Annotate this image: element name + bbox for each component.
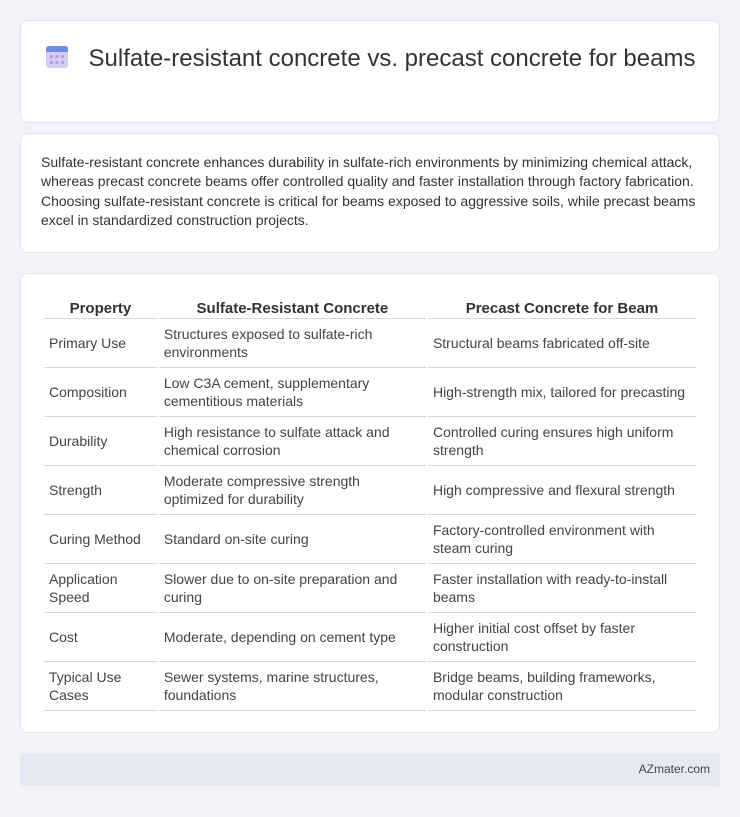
- comparison-card: [20, 273, 720, 733]
- table-row: [44, 417, 696, 466]
- table-row: [44, 564, 696, 613]
- comparison-table: [42, 296, 698, 711]
- table-row: [44, 662, 696, 711]
- precast-cell: High compressive and flexural strength: [428, 466, 696, 515]
- table-row: [44, 613, 696, 662]
- sulfate-resistant-cell: Structures exposed to sulfate-rich environments: [159, 319, 426, 368]
- precast-cell: Controlled curing ensures high uniform strength: [428, 417, 696, 466]
- property-cell: Primary Use: [44, 319, 157, 368]
- precast-cell: High-strength mix, tailored for precasting: [428, 368, 696, 417]
- precast-cell: Structural beams fabricated off-site: [428, 319, 696, 368]
- precast-cell: Higher initial cost offset by faster construction: [428, 613, 696, 662]
- property-cell: Application Speed: [44, 564, 157, 613]
- table-row: [44, 319, 696, 368]
- property-cell: Durability: [44, 417, 157, 466]
- sulfate-resistant-cell: High resistance to sulfate attack and chemical corrosion: [159, 417, 426, 466]
- precast-cell: Faster installation with ready-to-install beams: [428, 564, 696, 613]
- property-cell: Cost: [44, 613, 157, 662]
- table-header-row: [44, 296, 696, 319]
- header-sulfate-resistant: Sulfate-Resistant Concrete: [159, 296, 426, 319]
- sulfate-resistant-cell: Slower due to on-site preparation and curing: [159, 564, 426, 613]
- precast-cell: Bridge beams, building frameworks, modular construction: [428, 662, 696, 711]
- precast-cell: Factory-controlled environment with steam curing: [428, 515, 696, 564]
- summary-text: Sulfate-resistant concrete enhances durability in sulfate-rich environments by minimizing chemical attack, whereas precast concrete beams offer controlled quality and faster installation through factory fabrication. Choosing sulfate-resistant concrete is critical for beams exposed to aggressive soils, while precast beams excel in standardized construction projects.: [41, 154, 696, 228]
- sulfate-resistant-cell: Standard on-site curing: [159, 515, 426, 564]
- sulfate-resistant-cell: Moderate compressive strength optimized for durability: [159, 466, 426, 515]
- sulfate-resistant-cell: Sewer systems, marine structures, foundations: [159, 662, 426, 711]
- property-cell: Typical Use Cases: [44, 662, 157, 711]
- sulfate-resistant-cell: Low C3A cement, supplementary cementitious materials: [159, 368, 426, 417]
- table-row: [44, 515, 696, 564]
- footer-brand: AZmater.com: [638, 762, 710, 776]
- sulfate-resistant-cell: Moderate, depending on cement type: [159, 613, 426, 662]
- header-property: Property: [44, 296, 157, 319]
- property-cell: Composition: [44, 368, 157, 417]
- property-cell: Curing Method: [44, 515, 157, 564]
- title-text: Sulfate-resistant concrete vs. precast concrete for beams: [88, 45, 696, 72]
- title-card: [20, 20, 720, 123]
- footer: [20, 753, 720, 786]
- table-row: [44, 466, 696, 515]
- table-body: [44, 319, 696, 711]
- header-precast: Precast Concrete for Beam: [428, 296, 696, 319]
- calendar-icon: [45, 45, 69, 69]
- table-row: [44, 368, 696, 417]
- summary-card: [20, 133, 720, 253]
- page-title: [21, 44, 719, 73]
- property-cell: Strength: [44, 466, 157, 515]
